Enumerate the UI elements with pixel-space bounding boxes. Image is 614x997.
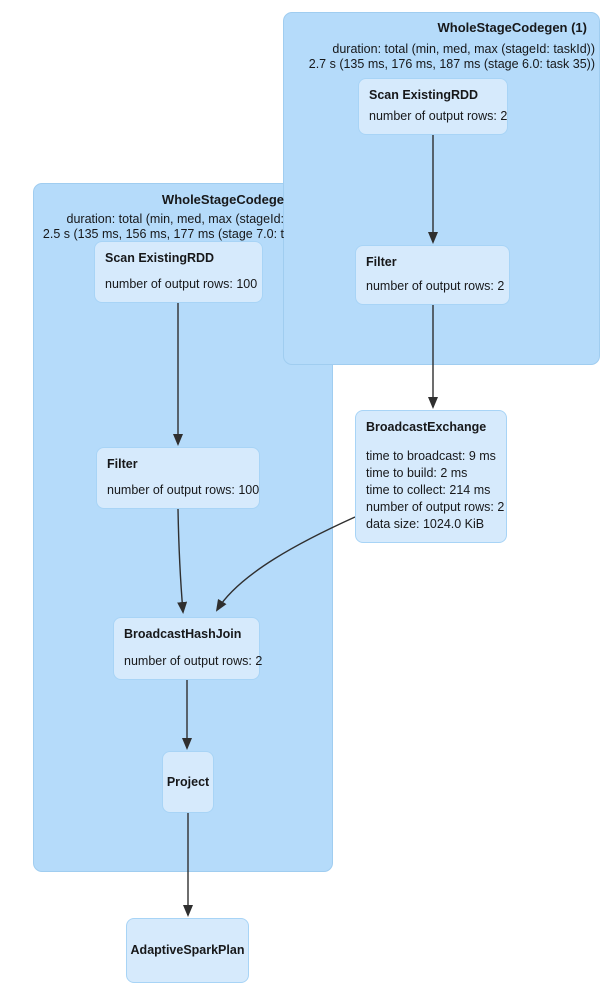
metric-time-to-broadcast: time to broadcast: 9 ms	[366, 449, 496, 463]
node-metrics	[369, 108, 508, 125]
node-metrics	[124, 653, 263, 670]
node-metrics	[366, 448, 505, 533]
duration-line-1: duration: total (min, med, max (stageId: taskId))	[332, 42, 595, 56]
metric-time-to-collect: time to collect: 214 ms	[366, 483, 491, 497]
cluster-label-wholestagecodegen-2: WholeStageCodege	[161, 192, 284, 207]
metric-data-size: data size: 1024.0 KiB	[366, 517, 485, 531]
node-metrics	[366, 278, 505, 295]
node-filter-2[interactable]	[96, 447, 260, 509]
metric-time-to-build: time to build: 2 ms	[366, 466, 468, 480]
cluster-duration-wholestagecodegen-2	[43, 212, 284, 242]
node-title: Filter	[366, 255, 397, 269]
node-broadcasthashjoin[interactable]	[113, 617, 263, 680]
node-scan-existingrdd-2[interactable]	[94, 241, 263, 303]
metric-output-rows: number of output rows: 2	[369, 109, 508, 123]
node-title: Scan ExistingRDD	[105, 251, 215, 265]
node-project[interactable]	[162, 751, 214, 813]
node-scan-existingrdd-1[interactable]	[358, 78, 508, 135]
duration-line-2: 2.5 s (135 ms, 156 ms, 177 ms (stage 7.0: t	[42, 227, 284, 241]
metric-output-rows: number of output rows: 2	[366, 279, 505, 293]
metric-output-rows: number of output rows: 100	[107, 483, 260, 497]
node-title: Scan ExistingRDD	[369, 88, 479, 102]
node-metrics	[105, 276, 258, 293]
node-broadcastexchange[interactable]	[355, 410, 507, 543]
cluster-label-wholestagecodegen-1: WholeStageCodegen (1)	[437, 20, 587, 35]
node-title: Project	[166, 774, 210, 789]
cluster-duration-wholestagecodegen-1	[309, 42, 595, 72]
duration-line-2: 2.7 s (135 ms, 176 ms, 187 ms (stage 6.0: task 35))	[308, 57, 595, 71]
duration-line-1: duration: total (min, med, max (stageId:	[66, 212, 284, 226]
node-title: BroadcastExchange	[366, 420, 487, 434]
metric-output-rows: number of output rows: 2	[124, 654, 263, 668]
metric-output-rows: number of output rows: 2	[366, 500, 505, 514]
node-title: BroadcastHashJoin	[124, 627, 242, 641]
node-metrics	[107, 482, 260, 499]
node-title: AdaptiveSparkPlan	[130, 943, 245, 957]
node-filter-1[interactable]	[355, 245, 510, 305]
node-title: Filter	[107, 457, 138, 471]
metric-output-rows: number of output rows: 100	[105, 277, 258, 291]
node-adaptivesparkplan[interactable]	[126, 918, 249, 983]
